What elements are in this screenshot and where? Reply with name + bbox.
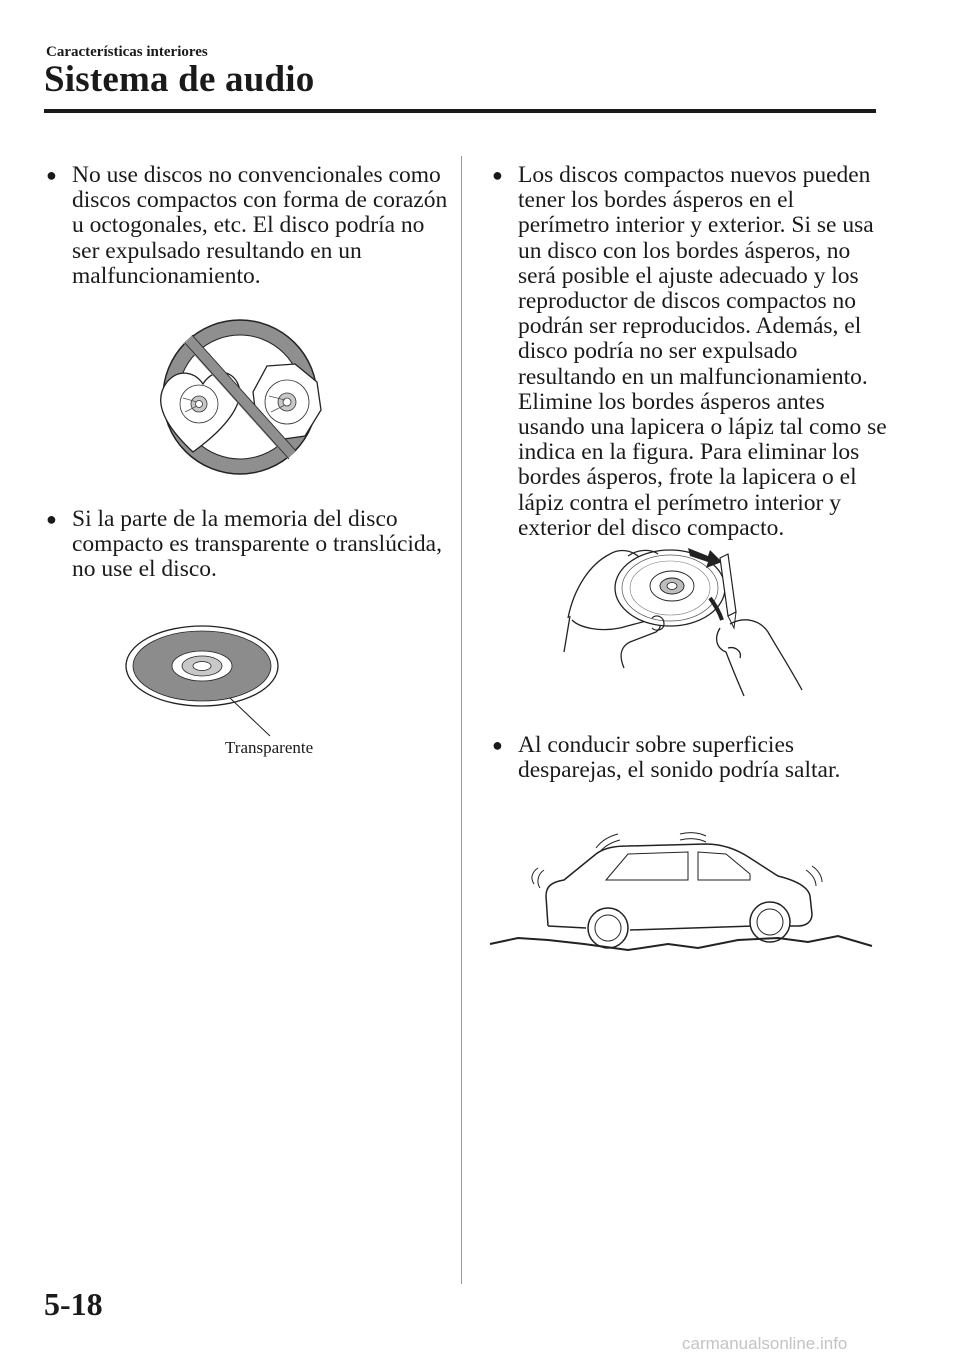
bullet-text: Si la parte de la memoria del disco compacto es transparente o translúcida, no use el disco. — [72, 506, 442, 583]
page-number: 5-18 — [44, 1286, 103, 1322]
front-wheel — [588, 908, 628, 948]
title-rule — [44, 109, 876, 113]
bullet-text: No use discos no convencionales como discos compactos con forma de corazón u octogonales, etc. El disco podría no ser expulsado resultando en un malfuncionamiento. — [72, 162, 448, 289]
column-divider — [461, 156, 462, 1284]
remove-rough-edges-figure — [560, 528, 810, 698]
prohibited-odd-discs-figure — [145, 312, 335, 482]
watermark: carmanualsonline.info — [682, 1334, 848, 1353]
bullet-marker: ● — [46, 165, 57, 185]
rear-wheel — [750, 902, 790, 942]
bullet-text: Los discos compactos nuevos pueden tener los bordes ásperos en el perímetro interior y exterior. Si se usa un disco con los bordes ásperos, no será posible el ajuste adecuado y los reproductor de discos compactos no podrán ser reproducidos. Además, el disco podría no ser expulsado resultando en un malfuncionamiento. Elimine los bordes ásperos antes usando una lapicera o lápiz tal como se indica en la figura. Para eliminar los bordes ásperos, frote la lapicera o el lápiz contra el perímetro interior y exterior del disco compacto. — [518, 162, 887, 541]
bullet-marker: ● — [492, 735, 503, 755]
figure-label-transparent: Transparente — [225, 738, 314, 757]
bullet-rough-edges — [492, 163, 887, 541]
page-title: Sistema de audio — [44, 59, 315, 100]
bullet-odd-shaped-discs — [46, 163, 451, 289]
right-hand — [717, 620, 802, 696]
uneven-road — [490, 936, 872, 950]
bullet-transparent-disc — [46, 507, 451, 583]
bullet-text: Al conducir sobre superficies desparejas, el sonido podría saltar. — [518, 732, 841, 784]
leader-line — [230, 698, 270, 736]
bullet-marker: ● — [46, 509, 57, 529]
car-on-uneven-road-figure — [488, 826, 878, 956]
bullet-uneven-roads — [492, 733, 887, 783]
section-label: Características interiores — [46, 44, 208, 60]
bullet-marker: ● — [492, 165, 503, 185]
transparent-disc-figure — [122, 618, 287, 738]
